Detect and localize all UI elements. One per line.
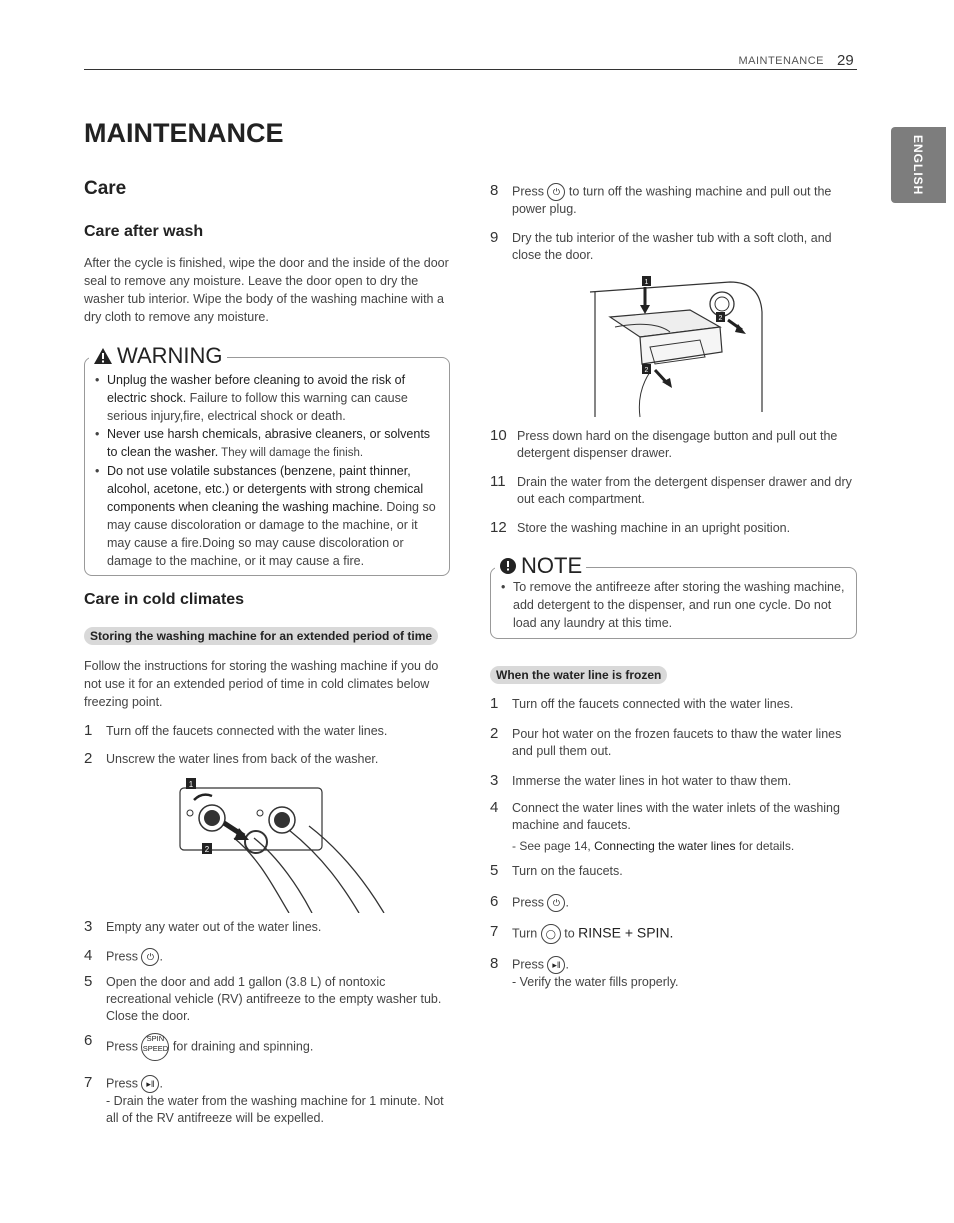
page-title: MAINTENANCE	[84, 118, 284, 148]
step-11: 11 Drain the water from the detergent dispenser drawer and dry out each compartment.	[490, 473, 852, 506]
frozen-step-7: 7 Turn ◯ to RINSE + SPIN.	[490, 924, 857, 944]
care-after-wash-text: After the cycle is finished, wipe the door and the inside of the door seal to remove any moisture. Leave the door open to dry the washer tub interior. Wipe the body of the washing machine with a dry cloth to remove any moisture.	[84, 256, 449, 324]
step-5: 5 Open the door and add 1 gallon (3.8 L) of nontoxic recreational vehicle (RV) antifreeze to the empty washer tub. Close the door.	[84, 973, 442, 1023]
step-6: 6 Press SPIN SPEED for draining and spinning.	[84, 1033, 450, 1061]
frozen-pill: When the water line is frozen	[490, 666, 667, 684]
warning-item: • Do not use volatile substances (benzene, paint thinner, alcohol, acetone, etc.) or detergents with strong chemical components when cleaning the washing machine. Doing so may cause discoloration or damage to the machine, or it may cause a fire.Doing so may cause discoloration or damage to the machine, or it may cause a fire.	[93, 462, 439, 570]
cold-intro: Follow the instructions for storing the washing machine if you do not use it for an extended period of time in cold climates below freezing point.	[84, 659, 439, 709]
frozen-step-4: 4 Connect the water lines with the water inlets of the washing machine and faucets.	[490, 799, 840, 832]
frozen-step-8-sub: - Verify the water fills properly.	[512, 975, 679, 989]
frozen-step-5: 5 Turn on the faucets.	[490, 862, 623, 879]
start-pause-icon: ▸‖	[141, 1075, 159, 1093]
frozen-steps	[490, 696, 857, 991]
right-column	[490, 178, 857, 991]
power-icon: ⏻	[141, 948, 159, 966]
figure-mark-2: 2	[204, 845, 210, 854]
care-after-wash-heading: Care after wash	[84, 223, 204, 240]
frozen-step-8: 8 Press ▸‖ .	[490, 955, 569, 972]
svg-text:1: 1	[644, 279, 649, 286]
warning-item: • Never use harsh chemicals, abrasive cleaners, or solvents to clean the washer. They will damage the finish.	[93, 425, 439, 462]
step-9: 9 Dry the tub interior of the washer tub with a soft cloth, and close the door.	[490, 229, 832, 262]
frozen-step-6: 6 Press ⏻ .	[490, 893, 569, 910]
frozen-step-4-sub: - See page 14, Connecting the water lines for details.	[512, 839, 795, 853]
warning-label: WARNING	[89, 343, 227, 369]
note-alert-icon	[499, 557, 517, 575]
cycle-dial-icon: ◯	[541, 924, 561, 944]
svg-text:2: 2	[718, 315, 723, 322]
step-7: 7 Press ▸‖ .	[84, 1074, 163, 1091]
frozen-step-2: 2 Pour hot water on the frozen faucets to thaw the water lines and pull them out.	[490, 725, 842, 758]
warning-list	[93, 371, 439, 570]
start-pause-icon: ▸‖	[547, 956, 565, 974]
step-3: 3 Empty any water out of the water lines.	[84, 918, 322, 935]
step-4: 4 Press ⏻ .	[84, 947, 163, 964]
step-12: 12 Store the washing machine in an upright position.	[490, 519, 791, 536]
dispenser-figure	[490, 272, 857, 422]
step-2: 2 Unscrew the water lines from back of the washer.	[84, 750, 379, 767]
svg-text:2: 2	[644, 367, 649, 374]
power-icon: ⏻	[547, 183, 565, 201]
page-number: 29	[837, 52, 854, 69]
step-8: 8 Press ⏻ to turn off the washing machine and pull out the power plug.	[490, 182, 832, 216]
warning-triangle-icon	[93, 347, 113, 365]
step-1: 1 Turn off the faucets connected with the water lines.	[84, 722, 388, 739]
care-cold-heading: Care in cold climates	[84, 591, 245, 608]
language-tab	[891, 127, 946, 203]
step-10: 10 Press down hard on the disengage button and pull out the detergent dispenser drawer.	[490, 427, 838, 460]
figure-mark-1: 1	[188, 780, 194, 789]
note-label: NOTE	[495, 553, 586, 579]
storing-pill: Storing the washing machine for an extended period of time	[84, 627, 438, 645]
frozen-step-3: 3 Immerse the water lines in hot water to thaw them.	[490, 772, 792, 789]
note-box	[490, 553, 857, 639]
care-heading: Care	[84, 178, 127, 199]
left-column	[84, 178, 450, 1127]
header-section: MAINTENANCE	[738, 55, 824, 67]
power-icon: ⏻	[547, 894, 565, 912]
note-list	[499, 578, 846, 632]
header-rule	[84, 69, 857, 70]
warning-box	[84, 343, 450, 576]
spin-speed-icon: SPIN SPEED	[141, 1033, 169, 1061]
language-tab-label: ENGLISH	[911, 135, 925, 196]
frozen-step-1: 1 Turn off the faucets connected with the water lines.	[490, 695, 794, 712]
warning-item: • Unplug the washer before cleaning to avoid the risk of electric shock. Failure to follow this warning can cause serious injury,fire, electrical shock or death.	[93, 371, 439, 425]
cold-steps	[84, 723, 450, 1127]
cold-steps-cont	[490, 183, 857, 537]
water-line-figure	[84, 778, 450, 913]
note-item: • To remove the antifreeze after storing the washing machine, add detergent to the dispenser, and run one cycle. Do not load any laundry at this time.	[499, 578, 846, 632]
step-7-sub: - Drain the water from the washing machine for 1 minute. Not all of the RV antifreeze will be expelled.	[106, 1094, 444, 1125]
